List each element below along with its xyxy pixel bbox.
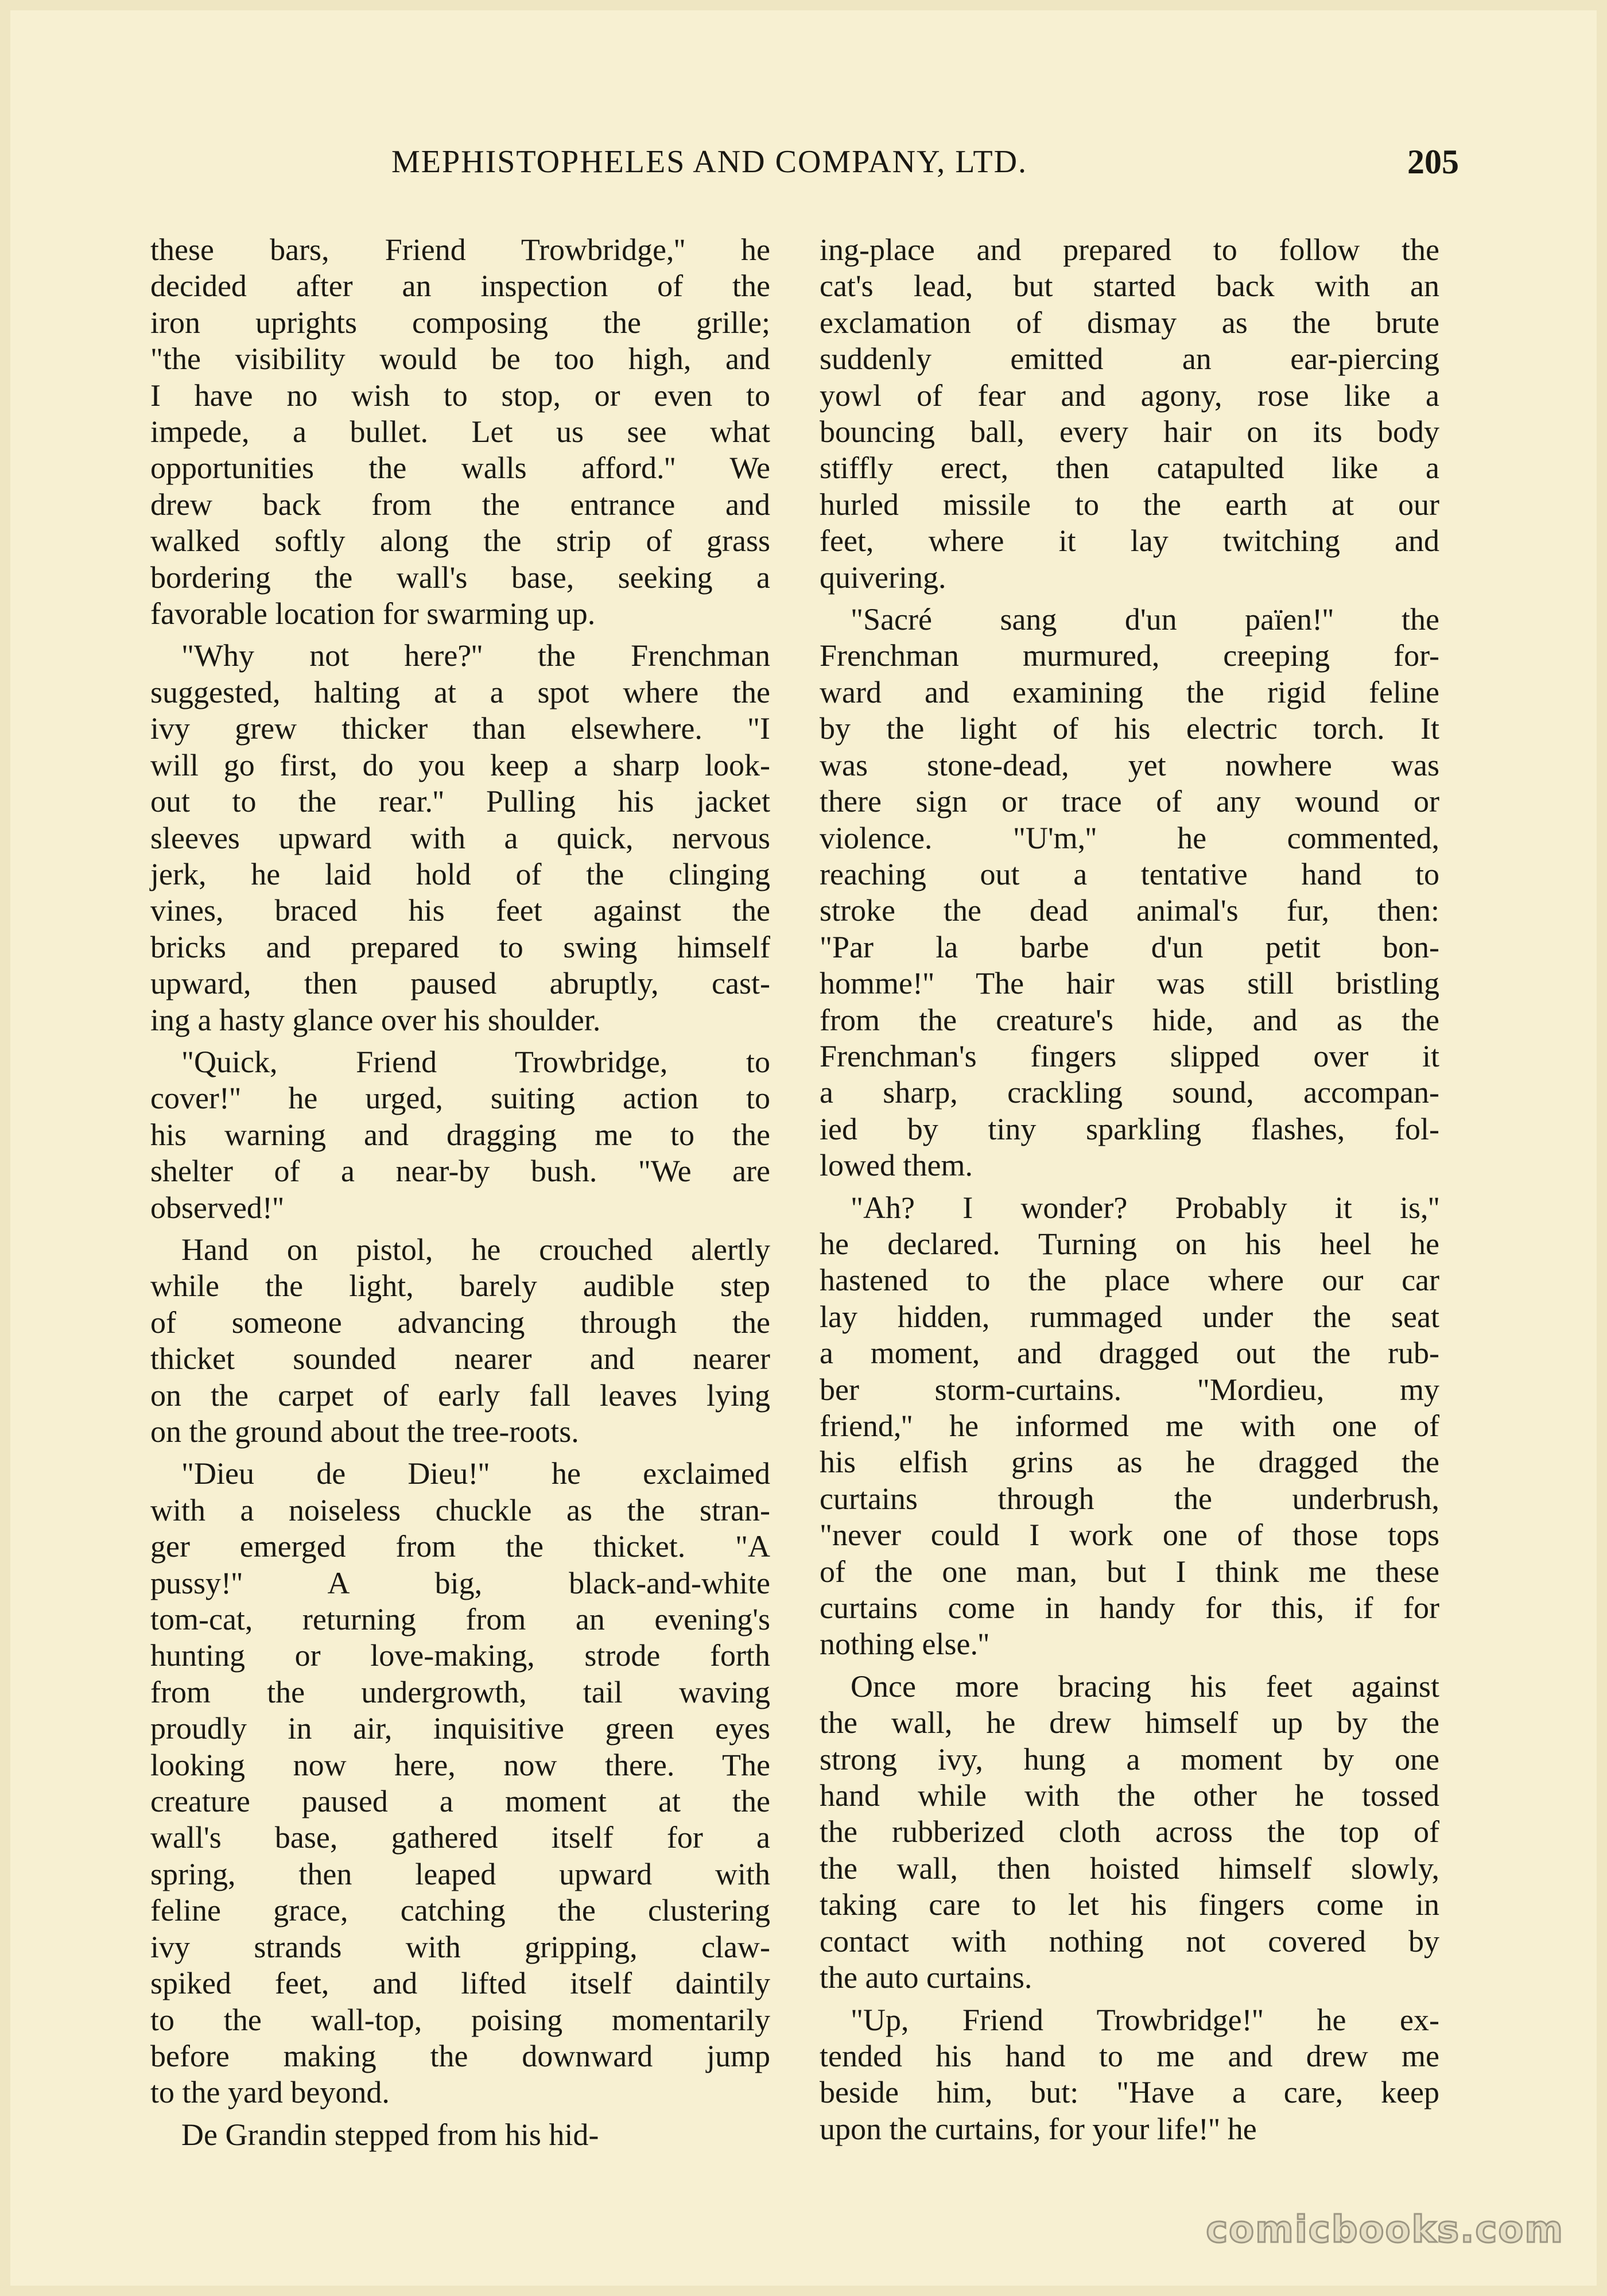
text-line: hunting or love-making, strode forth	[150, 1638, 770, 1673]
text-line: upon the curtains, for your life!'' he	[820, 2111, 1257, 2146]
text-line: to the yard beyond.	[150, 2075, 390, 2110]
paragraph	[150, 638, 770, 1038]
text-line: suggested, halting at a spot where the	[150, 674, 770, 709]
text-line: opportunities the walls afford.'' We	[150, 451, 770, 486]
text-line: strong ivy, hung a moment by one	[820, 1742, 1439, 1777]
text-line: ivy strands with gripping, claw-	[150, 1929, 770, 1964]
text-line: while the light, barely audible step	[150, 1269, 770, 1304]
text-line: De Grandin stepped from his hid-	[181, 2117, 599, 2152]
text-line: on the ground about the tree-roots.	[150, 1414, 579, 1449]
right-text-column	[820, 232, 1439, 2147]
text-line: hand while with the other he tossed	[820, 1778, 1439, 1813]
text-line: decided after an inspection of the	[150, 269, 770, 304]
text-line: curtains through the underbrush,	[820, 1481, 1439, 1516]
running-header	[150, 144, 1459, 189]
text-line: to the wall-top, poising momentarily	[150, 2002, 770, 2037]
text-line: ing-place and prepared to follow the	[820, 232, 1439, 267]
text-line: "Why not here?'' the Frenchman	[181, 638, 770, 673]
text-line: looking now here, now there. The	[150, 1747, 770, 1782]
text-line: he declared. Turning on his heel he	[820, 1226, 1439, 1261]
running-title: MEPHISTOPHELES AND COMPANY, LTD.	[391, 144, 1028, 180]
text-line: ied by tiny sparkling flashes, fol-	[820, 1111, 1439, 1146]
text-line: of the one man, but I think me these	[820, 1554, 1439, 1589]
paragraph	[150, 1456, 770, 2111]
text-line: of someone advancing through the	[150, 1305, 770, 1340]
text-line: I have no wish to stop, or even to	[150, 378, 770, 413]
text-line: nothing else.''	[820, 1627, 989, 1662]
text-line: beside him, but: "Have a care, keep	[820, 2075, 1439, 2110]
paragraph	[820, 2002, 1439, 2148]
paragraph	[150, 1044, 770, 1226]
text-line: before making the downward jump	[150, 2038, 770, 2073]
text-line: the auto curtains.	[820, 1960, 1032, 1995]
text-line: proudly in air, inquisitive green eyes	[150, 1711, 770, 1746]
text-line: "Dieu de Dieu!'' he exclaimed	[181, 1456, 770, 1491]
text-line: with a noiseless chuckle as the stran-	[150, 1492, 770, 1527]
text-line: will go first, do you keep a sharp look-	[150, 747, 770, 782]
text-line: exclamation of dismay as the brute	[820, 305, 1439, 340]
text-line: "Sacré sang d'un païen!'' the	[851, 602, 1439, 637]
text-line: upward, then paused abruptly, cast-	[150, 966, 770, 1001]
text-line: homme!'' The hair was still bristling	[820, 966, 1439, 1001]
text-line: "Quick, Friend Trowbridge, to	[181, 1044, 770, 1079]
text-line: ber storm-curtains. "Mordieu, my	[820, 1372, 1439, 1407]
text-line: favorable location for swarming up.	[150, 596, 596, 631]
paragraph	[150, 2117, 770, 2153]
text-line: feline grace, catching the clustering	[150, 1893, 770, 1928]
text-line: "the visibility would be too high, and	[150, 342, 770, 377]
text-line: impede, a bullet. Let us see what	[150, 414, 770, 449]
text-line: from the undergrowth, tail waving	[150, 1674, 770, 1709]
text-line: walked softly along the strip of grass	[150, 523, 770, 559]
text-line: ward and examining the rigid feline	[820, 674, 1439, 709]
text-line: taking care to let his fingers come in	[820, 1887, 1439, 1922]
text-line: "never could I work one of those tops	[820, 1518, 1439, 1553]
text-line: sleeves upward with a quick, nervous	[150, 820, 770, 855]
text-line: Hand on pistol, he crouched alertly	[181, 1232, 770, 1267]
text-line: quivering.	[820, 560, 946, 595]
text-line: shelter of a near-by bush. "We are	[150, 1154, 770, 1189]
text-line: from the creature's hide, and as the	[820, 1002, 1439, 1037]
paragraph	[820, 1669, 1439, 1996]
text-line: "Par la barbe d'un petit bon-	[820, 929, 1439, 964]
text-line: bouncing ball, every hair on its body	[820, 414, 1439, 449]
text-line: cat's lead, but started back with an	[820, 269, 1439, 304]
text-line: was stone-dead, yet nowhere was	[820, 747, 1439, 782]
text-line: Frenchman's fingers slipped over it	[820, 1038, 1439, 1073]
text-line: Frenchman murmured, creeping for-	[820, 638, 1439, 673]
text-line: wall's base, gathered itself for a	[150, 1820, 770, 1855]
text-line: feet, where it lay twitching and	[820, 523, 1439, 559]
text-line: a moment, and dragged out the rub-	[820, 1336, 1439, 1371]
left-text-column	[150, 232, 770, 2153]
text-line: on the carpet of early fall leaves lying	[150, 1378, 770, 1413]
text-line: bordering the wall's base, seeking a	[150, 560, 770, 595]
text-line: by the light of his electric torch. It	[820, 711, 1439, 746]
text-line: his elfish grins as he dragged the	[820, 1445, 1439, 1480]
text-line: contact with nothing not covered by	[820, 1923, 1439, 1958]
text-line: thicket sounded nearer and nearer	[150, 1341, 770, 1376]
text-line: hurled missile to the earth at our	[820, 487, 1439, 522]
text-line: tended his hand to me and drew me	[820, 2038, 1439, 2073]
paragraph	[150, 232, 770, 632]
paragraph	[820, 602, 1439, 1184]
text-line: these bars, Friend Trowbridge,'' he	[150, 232, 770, 267]
text-line: cover!'' he urged, suiting action to	[150, 1081, 770, 1116]
text-line: stroke the dead animal's fur, then:	[820, 893, 1439, 928]
text-line: pussy!'' A big, black-and-white	[150, 1565, 770, 1600]
text-line: vines, braced his feet against the	[150, 893, 770, 928]
text-line: drew back from the entrance and	[150, 487, 770, 522]
text-line: bricks and prepared to swing himself	[150, 929, 770, 964]
text-line: yowl of fear and agony, rose like a	[820, 378, 1439, 413]
text-line: ger emerged from the thicket. "A	[150, 1529, 770, 1564]
text-line: friend,'' he informed me with one of	[820, 1409, 1439, 1443]
text-line: there sign or trace of any wound or	[820, 784, 1439, 819]
text-line: Once more bracing his feet against	[851, 1669, 1439, 1704]
text-line: reaching out a tentative hand to	[820, 856, 1439, 891]
text-line: ivy grew thicker than elsewhere. "I	[150, 711, 770, 746]
text-line: stiffly erect, then catapulted like a	[820, 451, 1439, 486]
text-line: creature paused a moment at the	[150, 1784, 770, 1819]
text-line: iron uprights composing the grille;	[150, 305, 770, 340]
text-line: observed!''	[150, 1190, 284, 1225]
text-line: jerk, he laid hold of the clinging	[150, 856, 770, 891]
text-line: lay hidden, rummaged under the seat	[820, 1299, 1439, 1334]
text-line: tom-cat, returning from an evening's	[150, 1602, 770, 1637]
text-line: out to the rear.'' Pulling his jacket	[150, 784, 770, 819]
text-line: the rubberized cloth across the top of	[820, 1814, 1439, 1849]
watermark-logo: comicbooks.com	[1206, 2209, 1564, 2251]
text-line: "Up, Friend Trowbridge!'' he ex-	[851, 2002, 1439, 2037]
text-line: ing a hasty glance over his shoulder.	[150, 1002, 601, 1037]
text-line: spring, then leaped upward with	[150, 1856, 770, 1891]
text-line: spiked feet, and lifted itself daintily	[150, 1966, 770, 2001]
text-line: the wall, then hoisted himself slowly,	[820, 1851, 1439, 1886]
text-line: suddenly emitted an ear-piercing	[820, 342, 1439, 377]
text-line: "Ah? I wonder? Probably it is,''	[851, 1190, 1439, 1225]
text-line: lowed them.	[820, 1148, 973, 1183]
text-line: violence. "U'm,'' he commented,	[820, 820, 1439, 855]
text-line: a sharp, crackling sound, accompan-	[820, 1075, 1439, 1110]
paragraph	[820, 232, 1439, 596]
text-line: curtains come in handy for this, if for	[820, 1591, 1439, 1626]
text-line: his warning and dragging me to the	[150, 1117, 770, 1152]
paragraph	[820, 1190, 1439, 1663]
paragraph	[150, 1232, 770, 1450]
text-line: the wall, he drew himself up by the	[820, 1705, 1439, 1740]
text-line: hastened to the place where our car	[820, 1263, 1439, 1298]
page-number: 205	[1407, 143, 1459, 181]
